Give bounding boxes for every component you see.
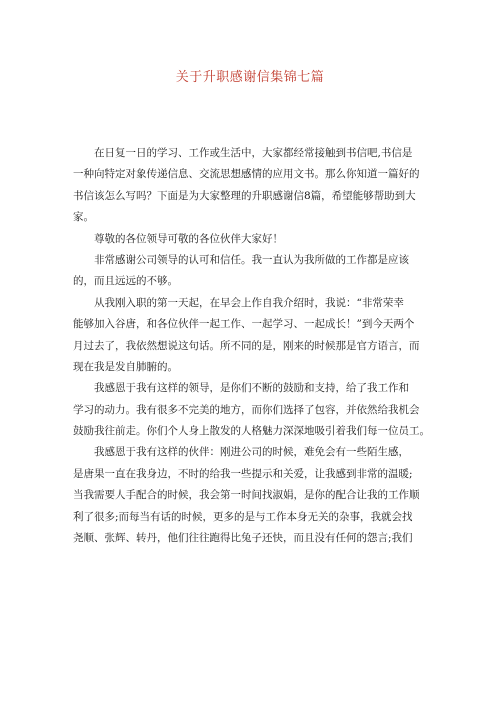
text-line: 是唐果一直在我身边，不时的给我一些提示和关爱，让我感到非常的温暖; <box>73 467 413 480</box>
document-title: 关于升职感谢信集锦七篇 <box>175 70 325 85</box>
text-line: 我感恩于我有这样的伙伴：刚进公司的时候，难免会有一些陌生感， <box>94 446 409 459</box>
text-line: 能够加入谷唐，和各位伙伴一起工作、一起学习、一起成长！”到今天两个 <box>73 318 415 331</box>
text-line: 当我需要人手配合的时候，我会第一时间找淑娟，是你的配合让我的工作顺 <box>73 489 420 502</box>
text-line: 鼓励我往前走。你们个人身上散发的人格魅力深深地吸引着我们每一位员工。 <box>73 425 430 438</box>
text-line: 非常感谢公司领导的认可和信任。我一直认为我所做的工作都是应该 <box>94 253 409 266</box>
text-line: 书信该怎么写吗？下面是为大家整理的升职感谢信8篇，希望能够帮助到大 <box>73 189 416 202</box>
text-line: 家。 <box>73 211 94 224</box>
text-line: 在日复一日的学习、工作或生活中，大家都经常接触到书信吧,书信是 <box>94 147 413 159</box>
text-line: 尧顺、张辉、转丹，他们往往跑得比兔子还快，而且没有任何的怨言;我们 <box>73 532 413 545</box>
text-line: 我感恩于我有这样的领导，是你们不断的鼓励和支持，给了我工作和 <box>94 382 409 395</box>
text-line: 从我刚入职的第一天起，在早会上作自我介绍时，我说：“非常荣幸 <box>94 296 404 309</box>
document-body <box>73 143 443 549</box>
text-line: 利了很多;而每当有话的时候，更多的是与工作本身无关的杂事，我就会找 <box>73 510 413 523</box>
text-line: 一种向特定对象传递信息、交流思想感情的应用文书。那么你知道一篇好的 <box>73 168 420 181</box>
text-line: 现在我是发自肺腑的。 <box>73 360 178 373</box>
text-line: 学习的动力。我有很多不完美的地方，而你们选择了包容，并依然给我机会 <box>73 403 420 416</box>
text-line: 尊敬的各位领导可敬的各位伙伴大家好！ <box>94 232 283 245</box>
text-line: 的，而且远远的不够。 <box>73 275 178 288</box>
text-line: 月过去了，我依然想说这句话。所不同的是，刚来的时候那是官方语言，而 <box>73 339 420 352</box>
